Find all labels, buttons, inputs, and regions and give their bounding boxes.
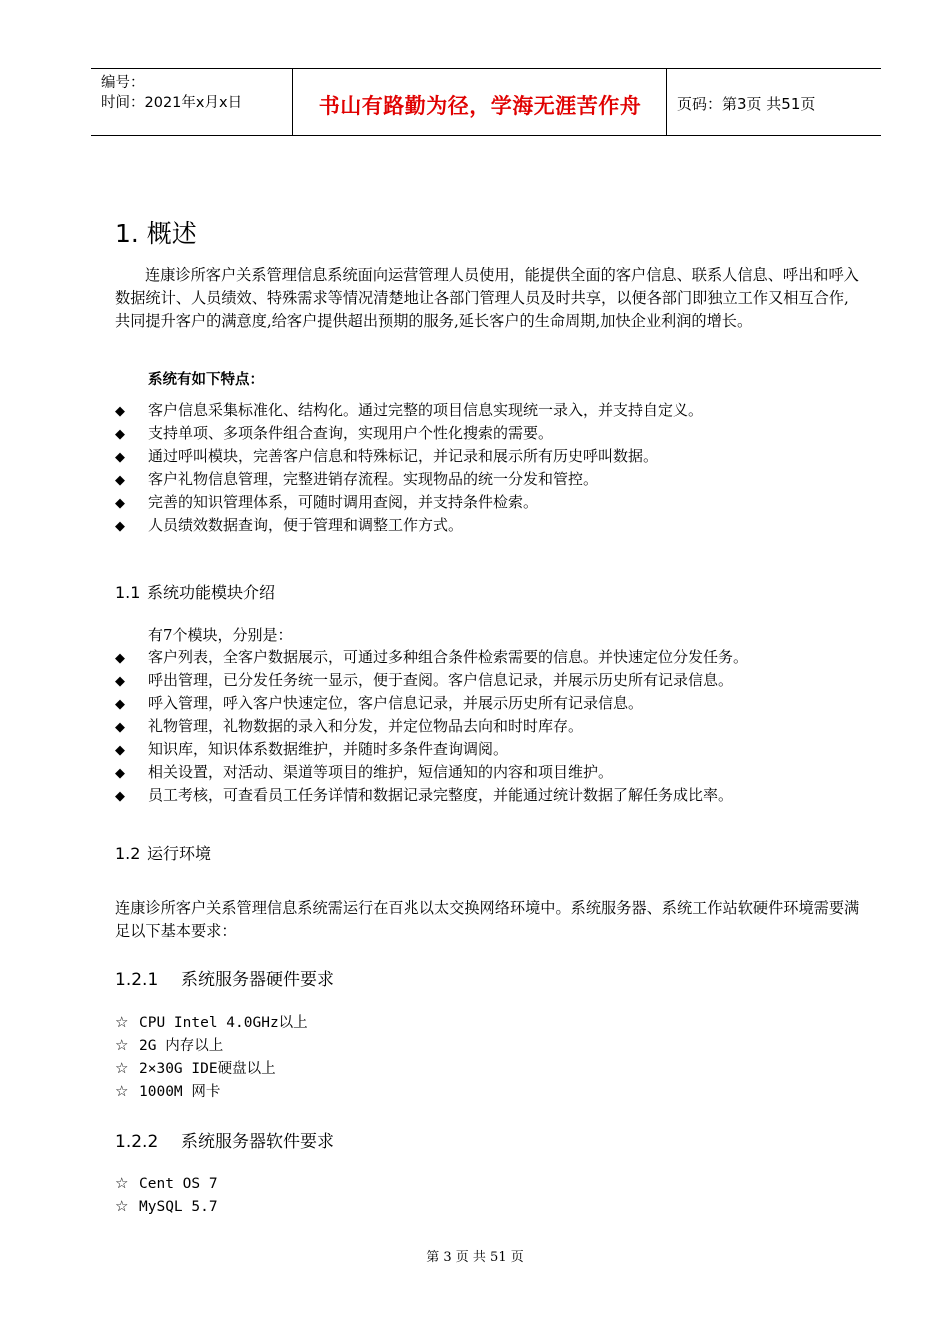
section-1-2-2-heading: [115, 1127, 334, 1152]
section-number: 1.2.1: [115, 970, 159, 990]
diamond-bullet-icon: ◆: [115, 697, 125, 712]
star-bullet-icon: ☆: [115, 1013, 129, 1031]
diamond-bullet-icon: ◆: [115, 674, 125, 689]
list-item: ☆ CPU Intel 4.0GHz以上: [115, 1011, 308, 1034]
section-number: 1.2.2: [115, 1132, 159, 1152]
time-label: 时间：2021年x月x日: [101, 95, 243, 111]
list-item: ◆ 呼入管理，呼入客户快速定位，客户信息记录，并展示历史所有记录信息。: [115, 692, 748, 715]
section-1-2-paragraph: [115, 897, 863, 943]
list-item: ◆ 呼出管理，已分发任务统一显示，便于查阅。客户信息记录，并展示历史所有记录信息。: [115, 669, 748, 692]
features-title: 系统有如下特点：: [148, 372, 264, 388]
header-divider-1: [292, 68, 293, 136]
section-1-heading: 1. 概述: [115, 219, 197, 248]
environment-text: 连康诊所客户关系管理信息系统需运行在百兆以太交换网络环境中。系统服务器、系统工作站软硬件环境需要满足以下基本要求：: [115, 899, 860, 940]
list-item: ◆ 人员绩效数据查询，便于管理和调整工作方式。: [115, 514, 703, 537]
modules-list: [115, 646, 748, 807]
section-title: 运行环境: [147, 844, 212, 863]
diamond-bullet-icon: ◆: [115, 404, 125, 419]
list-item: ◆ 知识库，知识体系数据维护，并随时多条件查询调阅。: [115, 738, 748, 761]
page-info: 页码：第3页 共51页: [677, 95, 816, 113]
diamond-bullet-icon: ◆: [115, 450, 125, 465]
list-item: ☆ MySQL 5.7: [115, 1195, 218, 1218]
section-title: 系统服务器硬件要求: [181, 970, 334, 990]
section-number: 1.2: [115, 844, 141, 863]
software-list: [115, 1172, 218, 1218]
list-item: ☆ 1000M 网卡: [115, 1080, 308, 1103]
star-bullet-icon: ☆: [115, 1036, 129, 1054]
section-title: 系统服务器软件要求: [181, 1132, 334, 1152]
hardware-list: [115, 1011, 308, 1103]
list-item: ◆ 完善的知识管理体系，可随时调用查阅，并支持条件检索。: [115, 491, 703, 514]
header-divider-2: [666, 68, 667, 136]
star-bullet-icon: ☆: [115, 1082, 129, 1100]
star-bullet-icon: ☆: [115, 1197, 129, 1215]
list-item: ◆ 通过呼叫模块，完善客户信息和特殊标记，并记录和展示所有历史呼叫数据。: [115, 445, 703, 468]
diamond-bullet-icon: ◆: [115, 720, 125, 735]
page-footer: 第 3 页 共 51 页: [426, 1250, 524, 1265]
modules-intro: 有7个模块，分别是：: [148, 626, 293, 644]
header-top-border: [91, 68, 881, 69]
star-bullet-icon: ☆: [115, 1174, 129, 1192]
list-item: ◆ 客户信息采集标准化、结构化。通过完整的项目信息实现统一录入，并支持自定义。: [115, 399, 703, 422]
list-item: ☆ Cent OS 7: [115, 1172, 218, 1195]
diamond-bullet-icon: ◆: [115, 496, 125, 511]
serial-label: 编号：: [101, 75, 145, 91]
overview-text: 连康诊所客户关系管理信息系统面向运营管理人员使用，能提供全面的客户信息、联系人信息、呼出和呼入数据统计、人员绩效、特殊需求等情况清楚地让各部门管理人员及时共享，以便各部门即独立工作又相互合作,共同提升客户的满意度,给客户提供超出预期的服务,延长客户的生命周期,加快企业利润的增长。: [115, 266, 859, 330]
section-number: 1.1: [115, 583, 141, 602]
diamond-bullet-icon: ◆: [115, 427, 125, 442]
section-1-2-heading: [115, 841, 211, 864]
section-1-paragraph: [115, 264, 863, 333]
list-item: ◆ 礼物管理，礼物数据的录入和分发，并定位物品去向和时时库存。: [115, 715, 748, 738]
diamond-bullet-icon: ◆: [115, 473, 125, 488]
diamond-bullet-icon: ◆: [115, 766, 125, 781]
diamond-bullet-icon: ◆: [115, 651, 125, 666]
header-bottom-border: [91, 135, 881, 136]
section-title: 系统功能模块介绍: [147, 583, 276, 602]
motto-text: 书山有路勤为径，学海无涯苦作舟: [318, 94, 642, 118]
section-1-2-1-heading: [115, 965, 334, 990]
list-item: ◆ 员工考核，可查看员工任务详情和数据记录完整度，并能通过统计数据了解任务成比率。: [115, 784, 748, 807]
list-item: ◆ 客户礼物信息管理，完整进销存流程。实现物品的统一分发和管控。: [115, 468, 703, 491]
list-item: ◆ 相关设置，对活动、渠道等项目的维护，短信通知的内容和项目维护。: [115, 761, 748, 784]
list-item: ◆ 支持单项、多项条件组合查询，实现用户个性化搜索的需要。: [115, 422, 703, 445]
section-1-1-heading: [115, 580, 275, 603]
diamond-bullet-icon: ◆: [115, 789, 125, 804]
list-item: ☆ 2G 内存以上: [115, 1034, 308, 1057]
list-item: ◆ 客户列表，全客户数据展示，可通过多种组合条件检索需要的信息。并快速定位分发任务。: [115, 646, 748, 669]
star-bullet-icon: ☆: [115, 1059, 129, 1077]
diamond-bullet-icon: ◆: [115, 519, 125, 534]
features-list: [115, 399, 703, 537]
diamond-bullet-icon: ◆: [115, 743, 125, 758]
list-item: ☆ 2×30G IDE硬盘以上: [115, 1057, 308, 1080]
